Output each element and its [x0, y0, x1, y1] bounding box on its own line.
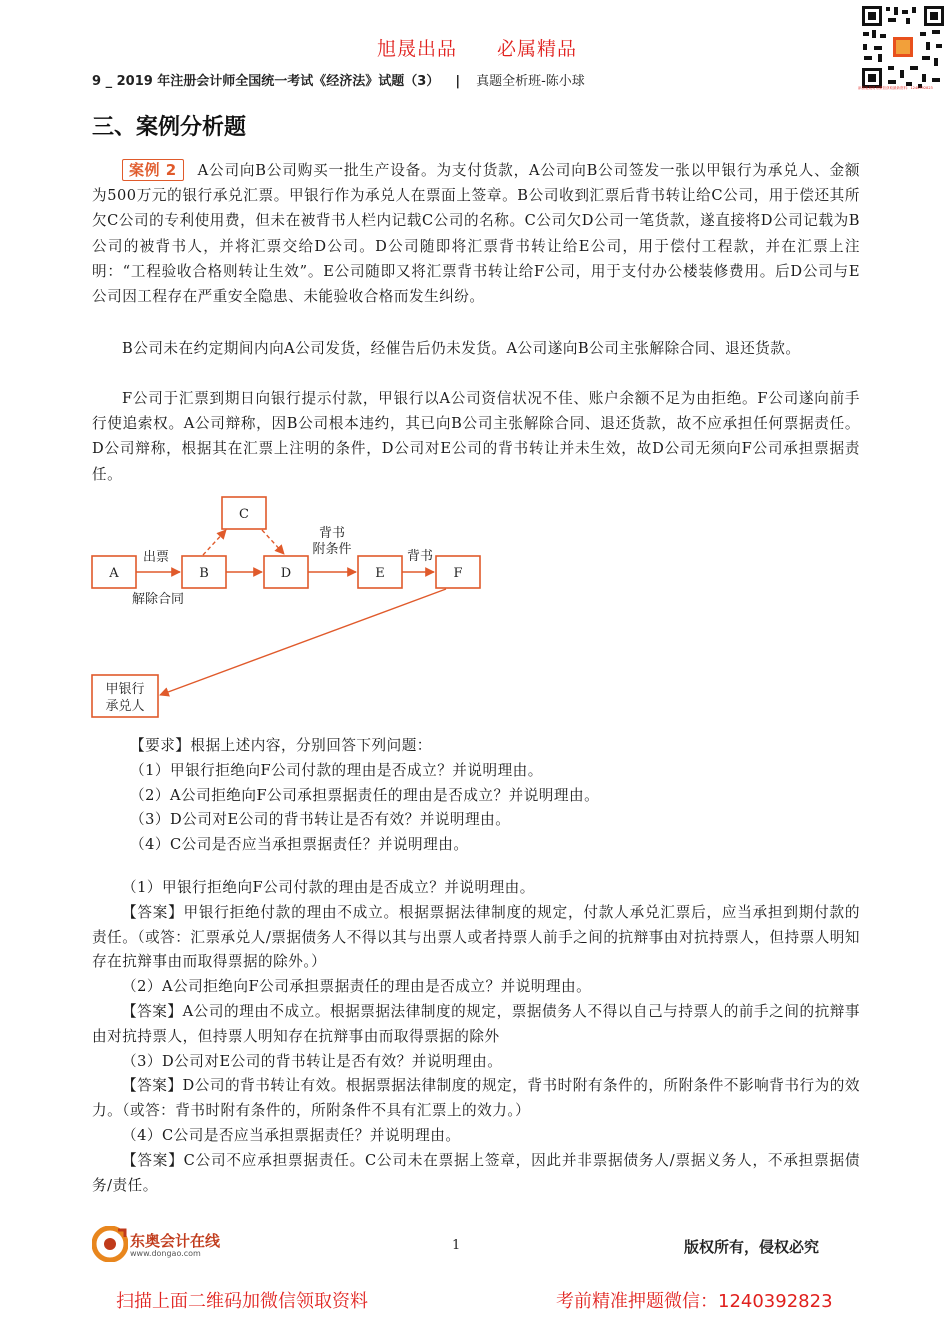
promo-top-left: 旭晟出品 — [377, 38, 458, 60]
header-separator: | — [455, 74, 461, 89]
footer-logo-name: 东奥会计在线 — [130, 1232, 221, 1250]
promo-top-right: 必属精品 — [497, 38, 578, 60]
node-bank-label-1: 甲银行 — [105, 682, 145, 697]
label-endorse-cond-2: 附条件 — [312, 542, 352, 557]
footer-copyright: 版权所有，侵权必究 — [684, 1238, 820, 1256]
answer-question-4: （4）C公司是否应当承担票据责任？并说明理由。 — [122, 1126, 461, 1144]
qr-caption: 添加旭晟哥哥微信获取最新资料：1240392823 — [858, 86, 933, 90]
document-header — [92, 70, 585, 89]
dongao-logo-icon — [92, 1226, 128, 1262]
qr-code-image — [860, 4, 946, 90]
node-b-label: B — [199, 566, 209, 581]
header-subtitle: 真题全析班-陈小球 — [476, 74, 585, 89]
node-f-label: F — [453, 566, 463, 581]
answer-3: 【答案】D公司的背书转让有效。根据票据法律制度的规定，背书时附有条件的，所附条件不影响背书行为的效力。（或答：背书时附有条件的，所附条件不具有汇票上的效力。） — [92, 1077, 860, 1120]
arrow-f-bank — [160, 589, 446, 695]
answer-1: 【答案】甲银行拒绝付款的理由不成立。根据票据法律制度的规定，付款人承兑汇票后，应当承担到期付款的责任。（或答：汇票承兑人/票据债务人不得以其与出票人或者持票人前手之间的抗辩事由对抗持票人，但持票人明知存在抗辩事由而取得票据的除外。） — [92, 903, 860, 971]
answer-question-1: （1）甲银行拒绝向F公司付款的理由是否成立？并说明理由。 — [122, 879, 535, 896]
requirement-q3: （3）D公司对E公司的背书转让是否有效？并说明理由。 — [130, 811, 511, 829]
answer-2: 【答案】A公司的理由不成立。根据票据法律制度的规定，票据债务人不得以自己与持票人的前手之间的抗辩事由对抗持票人，但持票人明知存在抗辩事由而取得票据的除外 — [92, 1002, 860, 1045]
footer-logo-url: www.dongao.com — [130, 1249, 201, 1258]
case-para1-text: A公司向B公司购买一批生产设备。为支付货款，A公司向B公司签发一张以甲银行为承兑人、金额为500万元的银行承兑汇票。甲银行作为承兑人在票面上签章。B公司收到汇票后背书转让给C公司，用于偿还其所欠C公司的专利使用费，但未在被背书人栏内记载C公司的名称。C公司欠D公司一笔货款，遂直接将D公司记载为B公司的被背书人，并将汇票交给D公司。D公司随即将汇票背书转让给E公司，用于偿付工程款，并在汇票上注明：“工程验收合格则转让生效”。E公司随即又将汇票背书转让给F公司，用于支付办公楼装修费用。后D公司与E公司因工程存在严重安全隐患、未能验收合格而发生纠纷。 — [92, 162, 860, 306]
case-badge: 案例 2 — [122, 159, 184, 181]
header-title: 9 _ 2019 年注册会计师全国统一考试《经济法》试题（3） — [92, 74, 440, 89]
case-paragraph-3: F公司于汇票到期日向银行提示付款，甲银行以A公司资信状况不佳、账户余额不足为由拒绝。F公司遂向前手行使追索权。A公司辩称，因B公司根本违约，其已向B公司主张解除合同、退还货款，故不应承担任何票据责任。D公司辩称，根据其在汇票上注明的条件，D公司对E公司的背书转让并未生效，故D公司无须向F公司承担票据责任。 — [92, 390, 860, 483]
answer-question-3: （3）D公司对E公司的背书转让是否有效？并说明理由。 — [122, 1052, 503, 1070]
node-c-label: C — [239, 507, 249, 522]
requirements-block — [130, 734, 860, 858]
requirement-q2: （2）A公司拒绝向F公司承担票据责任的理由是否成立？并说明理由。 — [130, 786, 600, 804]
page-number: 1 — [452, 1238, 461, 1253]
arrow-c-d — [262, 530, 284, 554]
case-paragraph-1 — [92, 158, 860, 309]
requirement-q1: （1）甲银行拒绝向F公司付款的理由是否成立？并说明理由。 — [130, 761, 543, 779]
promo-bottom-left: 扫描上面二维码加微信领取资料 — [116, 1291, 368, 1312]
case-paragraph-2: B公司未在约定期间内向A公司发货，经催告后仍未发货。A公司遂向B公司主张解除合同、退还货款。 — [122, 340, 801, 357]
node-e-label: E — [375, 566, 385, 581]
answer-4: 【答案】C公司不应承担票据责任。C公司未在票据上签章，因此并非票据债务人/票据义务人，不承担票据债务/责任。 — [92, 1151, 860, 1194]
node-a-label: A — [109, 566, 119, 581]
requirements-intro: 【要求】根据上述内容，分别回答下列问题： — [130, 737, 432, 754]
arrow-b-c — [203, 530, 226, 555]
section-title: 三、案例分析题 — [92, 115, 247, 140]
node-d-label: D — [280, 566, 292, 581]
label-endorse: 背书 — [406, 549, 434, 564]
label-endorse-cond-1: 背书 — [318, 526, 346, 541]
promo-bottom-right: 考前精准押题微信：1240392823 — [556, 1291, 833, 1312]
answers-block — [92, 876, 860, 1198]
label-rescind: 解除合同 — [131, 592, 185, 607]
endorsement-diagram — [90, 492, 490, 722]
requirement-q4: （4）C公司是否应当承担票据责任？并说明理由。 — [130, 836, 469, 854]
answer-question-2: （2）A公司拒绝向F公司承担票据责任的理由是否成立？并说明理由。 — [122, 978, 592, 996]
label-issue: 出票 — [142, 550, 170, 565]
node-bank-label-2: 承兑人 — [105, 699, 145, 714]
